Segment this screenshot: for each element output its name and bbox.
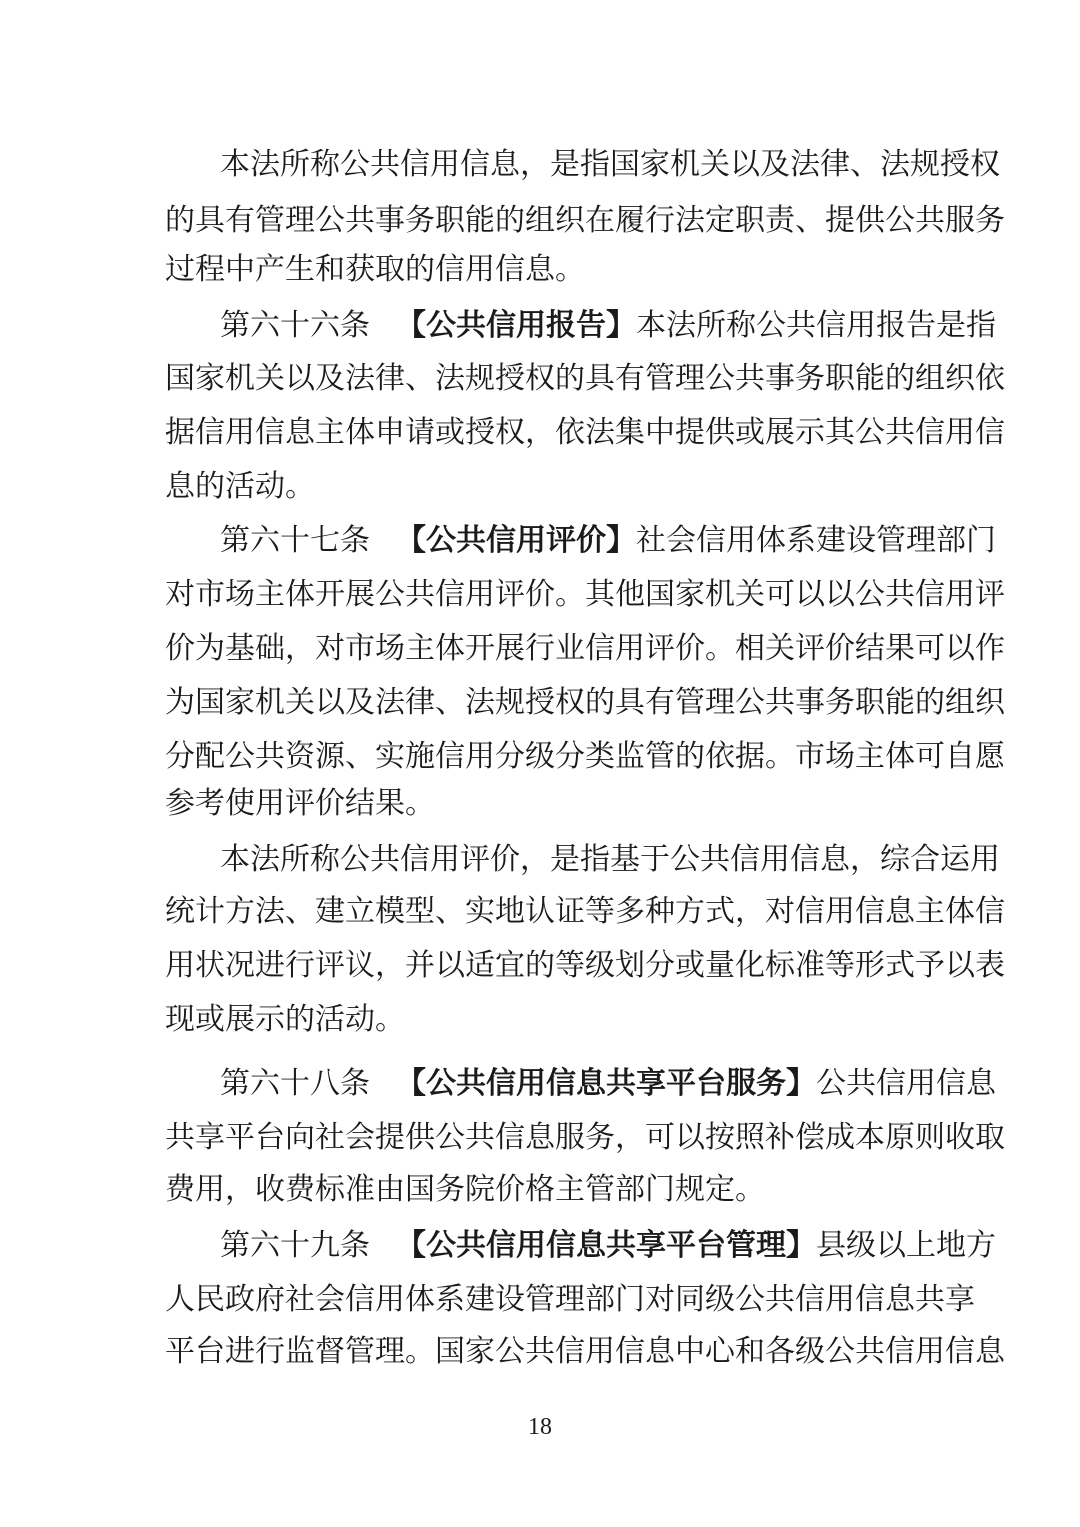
paragraph-line: 参考使用评价结果。 — [165, 786, 435, 821]
article-heading: 【公共信用信息共享平台服务】 — [396, 1066, 816, 1101]
article-68 — [220, 1064, 996, 1104]
paragraph-line: 人民政府社会信用体系建设管理部门对同级公共信用信息共享 — [165, 1282, 975, 1317]
article-heading: 【公共信用评价】 — [396, 523, 636, 558]
article-text: 社会信用体系建设管理部门 — [636, 523, 996, 558]
paragraph-line: 本法所称公共信用信息，是指国家机关以及法律、法规授权 — [220, 147, 1000, 182]
article-text: 县级以上地方 — [816, 1228, 996, 1263]
article-number: 第六十六条 — [220, 308, 370, 343]
paragraph-line: 费用，收费标准由国务院价格主管部门规定。 — [165, 1172, 765, 1207]
article-67 — [220, 521, 996, 561]
paragraph-line: 国家机关以及法律、法规授权的具有管理公共事务职能的组织依 — [165, 361, 1005, 396]
paragraph-line: 本法所称公共信用评价，是指基于公共信用信息，综合运用 — [220, 842, 1000, 877]
paragraph-line: 分配公共资源、实施信用分级分类监管的依据。市场主体可自愿 — [165, 739, 1005, 774]
paragraph-line: 据信用信息主体申请或授权，依法集中提供或展示其公共信用信 — [165, 415, 1005, 450]
paragraph-line: 价为基础，对市场主体开展行业信用评价。相关评价结果可以作 — [165, 631, 1005, 666]
article-number: 第六十八条 — [220, 1066, 370, 1101]
article-text: 公共信用信息 — [816, 1066, 996, 1101]
article-text: 本法所称公共信用报告是指 — [636, 308, 996, 343]
article-66 — [220, 306, 996, 346]
page-number: 18 — [528, 1414, 552, 1440]
paragraph-line: 共享平台向社会提供公共信息服务，可以按照补偿成本原则收取 — [165, 1120, 1005, 1155]
paragraph-line: 息的活动。 — [165, 469, 315, 504]
paragraph-line: 对市场主体开展公共信用评价。其他国家机关可以以公共信用评 — [165, 577, 1005, 612]
article-heading: 【公共信用信息共享平台管理】 — [396, 1228, 816, 1263]
article-number: 第六十九条 — [220, 1228, 370, 1263]
article-number: 第六十七条 — [220, 523, 370, 558]
article-heading: 【公共信用报告】 — [396, 308, 636, 343]
paragraph-line: 统计方法、建立模型、实地认证等多种方式，对信用信息主体信 — [165, 894, 1005, 929]
paragraph-line: 现或展示的活动。 — [165, 1002, 405, 1037]
paragraph-line: 用状况进行评议，并以适宜的等级划分或量化标准等形式予以表 — [165, 948, 1005, 983]
article-69 — [220, 1226, 996, 1266]
paragraph-line: 为国家机关以及法律、法规授权的具有管理公共事务职能的组织 — [165, 685, 1005, 720]
paragraph-line: 的具有管理公共事务职能的组织在履行法定职责、提供公共服务 — [165, 203, 1005, 238]
paragraph-line: 过程中产生和获取的信用信息。 — [165, 252, 585, 287]
paragraph-line: 平台进行监督管理。国家公共信用信息中心和各级公共信用信息 — [165, 1334, 1005, 1369]
